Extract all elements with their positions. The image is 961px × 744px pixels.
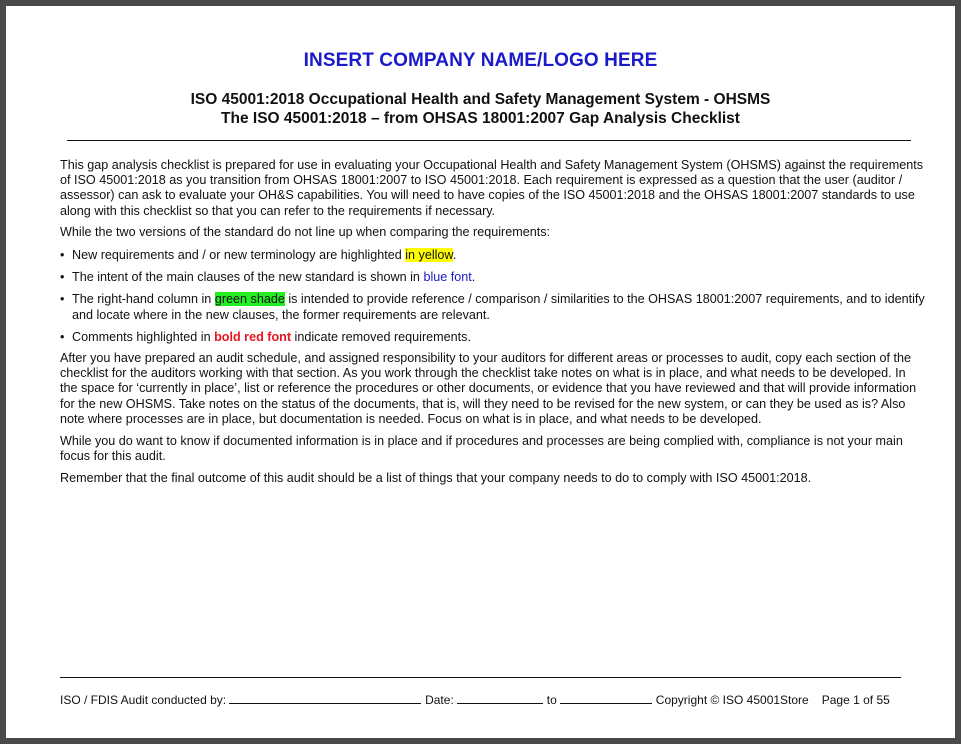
- legend-item-red: • Comments highlighted in bold red font indicate removed requirements.: [60, 329, 471, 344]
- audit-instructions-paragraph: After you have prepared an audit schedule, and assigned responsibility to your auditors for different areas or processes to audit, copy each section of the checklist for the auditors working with that section. As you work through the checklist take notes on what is in place, and what needs to be developed. In the space for ‘currently in place’, list or reference the procedures or other documents, or evidence that you have reviewed and that will provide information for the new OHSMS. Take notes on the status of the documents, that is, will they need to be revised for the new system, or can they be used as is? Also note where processes are in place, but documentation is needed. Focus on what is in place, and what needs to be developed.: [60, 351, 917, 426]
- bullet-icon: •: [60, 270, 65, 285]
- conducted-by-field[interactable]: [229, 691, 421, 704]
- legend-list: [60, 248, 926, 345]
- red-font-sample: bold red font: [214, 329, 292, 344]
- bullet-icon: •: [60, 329, 65, 344]
- blue-font-sample: blue font: [423, 270, 472, 285]
- header-divider: [67, 140, 911, 141]
- green-shade-sample: green shade: [214, 292, 285, 307]
- lineup-note: While the two versions of the standard do not line up when comparing the requirements:: [60, 224, 551, 239]
- bullet-icon: •: [60, 292, 65, 307]
- document-body: [60, 158, 926, 493]
- legend-item-green: • The right-hand column in green shade is intended to provide reference / comparison / similarities to the OHSAS 18001:2007 requirements, and to identify and locate where in the new clauses, the former requirements are relevant.: [60, 292, 925, 322]
- legend-item-blue: • The intent of the main clauses of the new standard is shown in blue font.: [60, 270, 476, 285]
- date-to-field[interactable]: [560, 691, 652, 704]
- final-outcome-paragraph: Remember that the final outcome of this audit should be a list of things that your company needs to do to comply with ISO 45001:2018.: [60, 471, 812, 486]
- document-page: [6, 6, 955, 738]
- footer-divider: [60, 677, 901, 678]
- date-from-field[interactable]: [457, 691, 543, 704]
- title-line-2: The ISO 45001:2018 – from OHSAS 18001:2007 Gap Analysis Checklist: [221, 110, 740, 127]
- conducted-by-label: ISO / FDIS Audit conducted by:: [60, 693, 227, 707]
- company-name-placeholder: INSERT COMPANY NAME/LOGO HERE: [303, 50, 658, 71]
- page-number: Page 1 of 55: [821, 693, 890, 707]
- to-label: to: [546, 693, 557, 707]
- legend-item-yellow: • New requirements and / or new terminology are highlighted in yellow.: [60, 248, 457, 263]
- intro-paragraph: This gap analysis checklist is prepared for use in evaluating your Occupational Health and Safety Management System (OHSMS) against the requirements of ISO 45001:2018 as you transition from OHSAS 18001:2007 to ISO 45001:2018. Each requirement is expressed as a question that the user (auditor / assessor) can ask to evaluate your OH&S capabilities. You will need to have copies of the ISO 45001:2018 and the OHSAS 18001:2007 standards to use along with this checklist so that you can refer to the requirements if necessary.: [60, 158, 924, 218]
- title-line-1: ISO 45001:2018 Occupational Health and Safety Management System - OHSMS: [190, 91, 771, 108]
- bullet-icon: •: [60, 248, 65, 263]
- copyright-text: Copyright © ISO 45001Store: [655, 693, 809, 707]
- yellow-highlight-sample: in yellow: [405, 248, 453, 263]
- date-label: Date:: [425, 693, 454, 707]
- compliance-note-paragraph: While you do want to know if documented information is in place and if procedures and processes are being complied with, compliance is not your main focus for this audit.: [60, 434, 903, 464]
- document-title: [6, 90, 955, 128]
- page-footer: [60, 691, 890, 707]
